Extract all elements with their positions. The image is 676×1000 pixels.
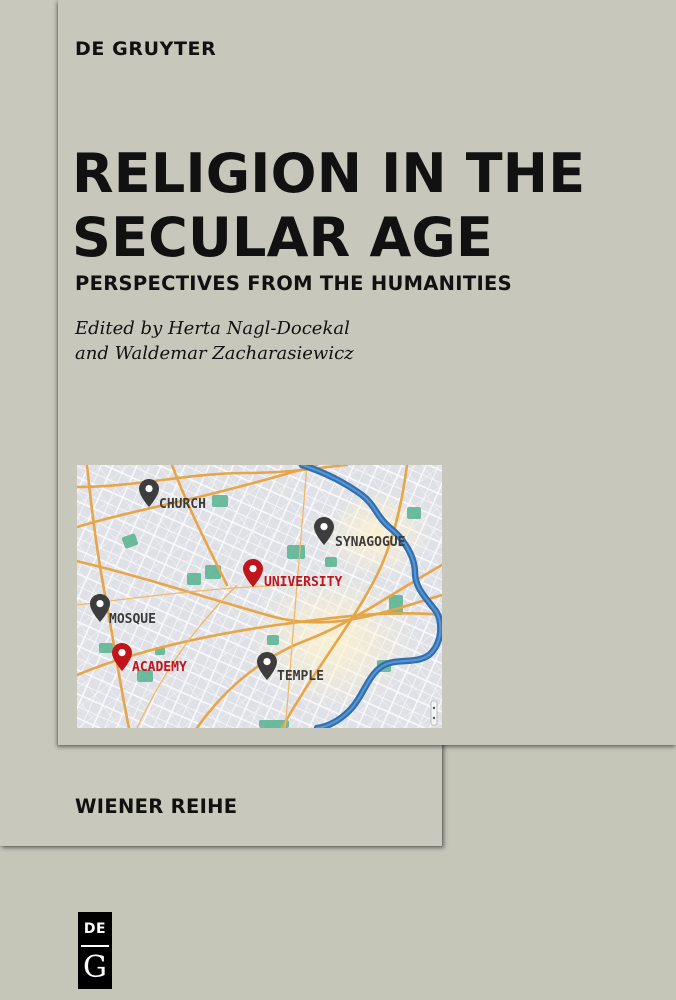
editors <box>75 316 354 366</box>
marker-label-university: UNIVERSITY <box>264 575 343 590</box>
logo-de-text: DE <box>83 921 107 937</box>
marker-label-mosque: MOSQUE <box>109 612 156 627</box>
publisher-name: DE GRUYTER <box>75 38 217 60</box>
city-map <box>77 465 442 728</box>
map-zoom-controls <box>431 701 437 725</box>
marker-label-synagogue: SYNAGOGUE <box>335 535 406 550</box>
publisher-logo <box>78 912 112 989</box>
marker-label-temple: TEMPLE <box>277 669 324 684</box>
book-subtitle: PERSPECTIVES FROM THE HUMANITIES <box>75 272 512 295</box>
cover-map-image <box>77 465 442 728</box>
editors-line-1: Edited by Herta Nagl-Docekal <box>75 318 350 339</box>
logo-divider <box>81 945 109 947</box>
marker-label-church: CHURCH <box>159 497 206 512</box>
logo-g-text: G <box>83 950 107 985</box>
book-title <box>72 142 662 270</box>
series-name: WIENER REIHE <box>75 795 238 818</box>
book-title-line-2: SECULAR AGE <box>72 206 494 269</box>
editors-line-2: and Waldemar Zacharasiewicz <box>75 343 354 364</box>
marker-label-academy: ACADEMY <box>132 660 187 675</box>
book-title-line-1: RELIGION IN THE <box>72 142 586 205</box>
